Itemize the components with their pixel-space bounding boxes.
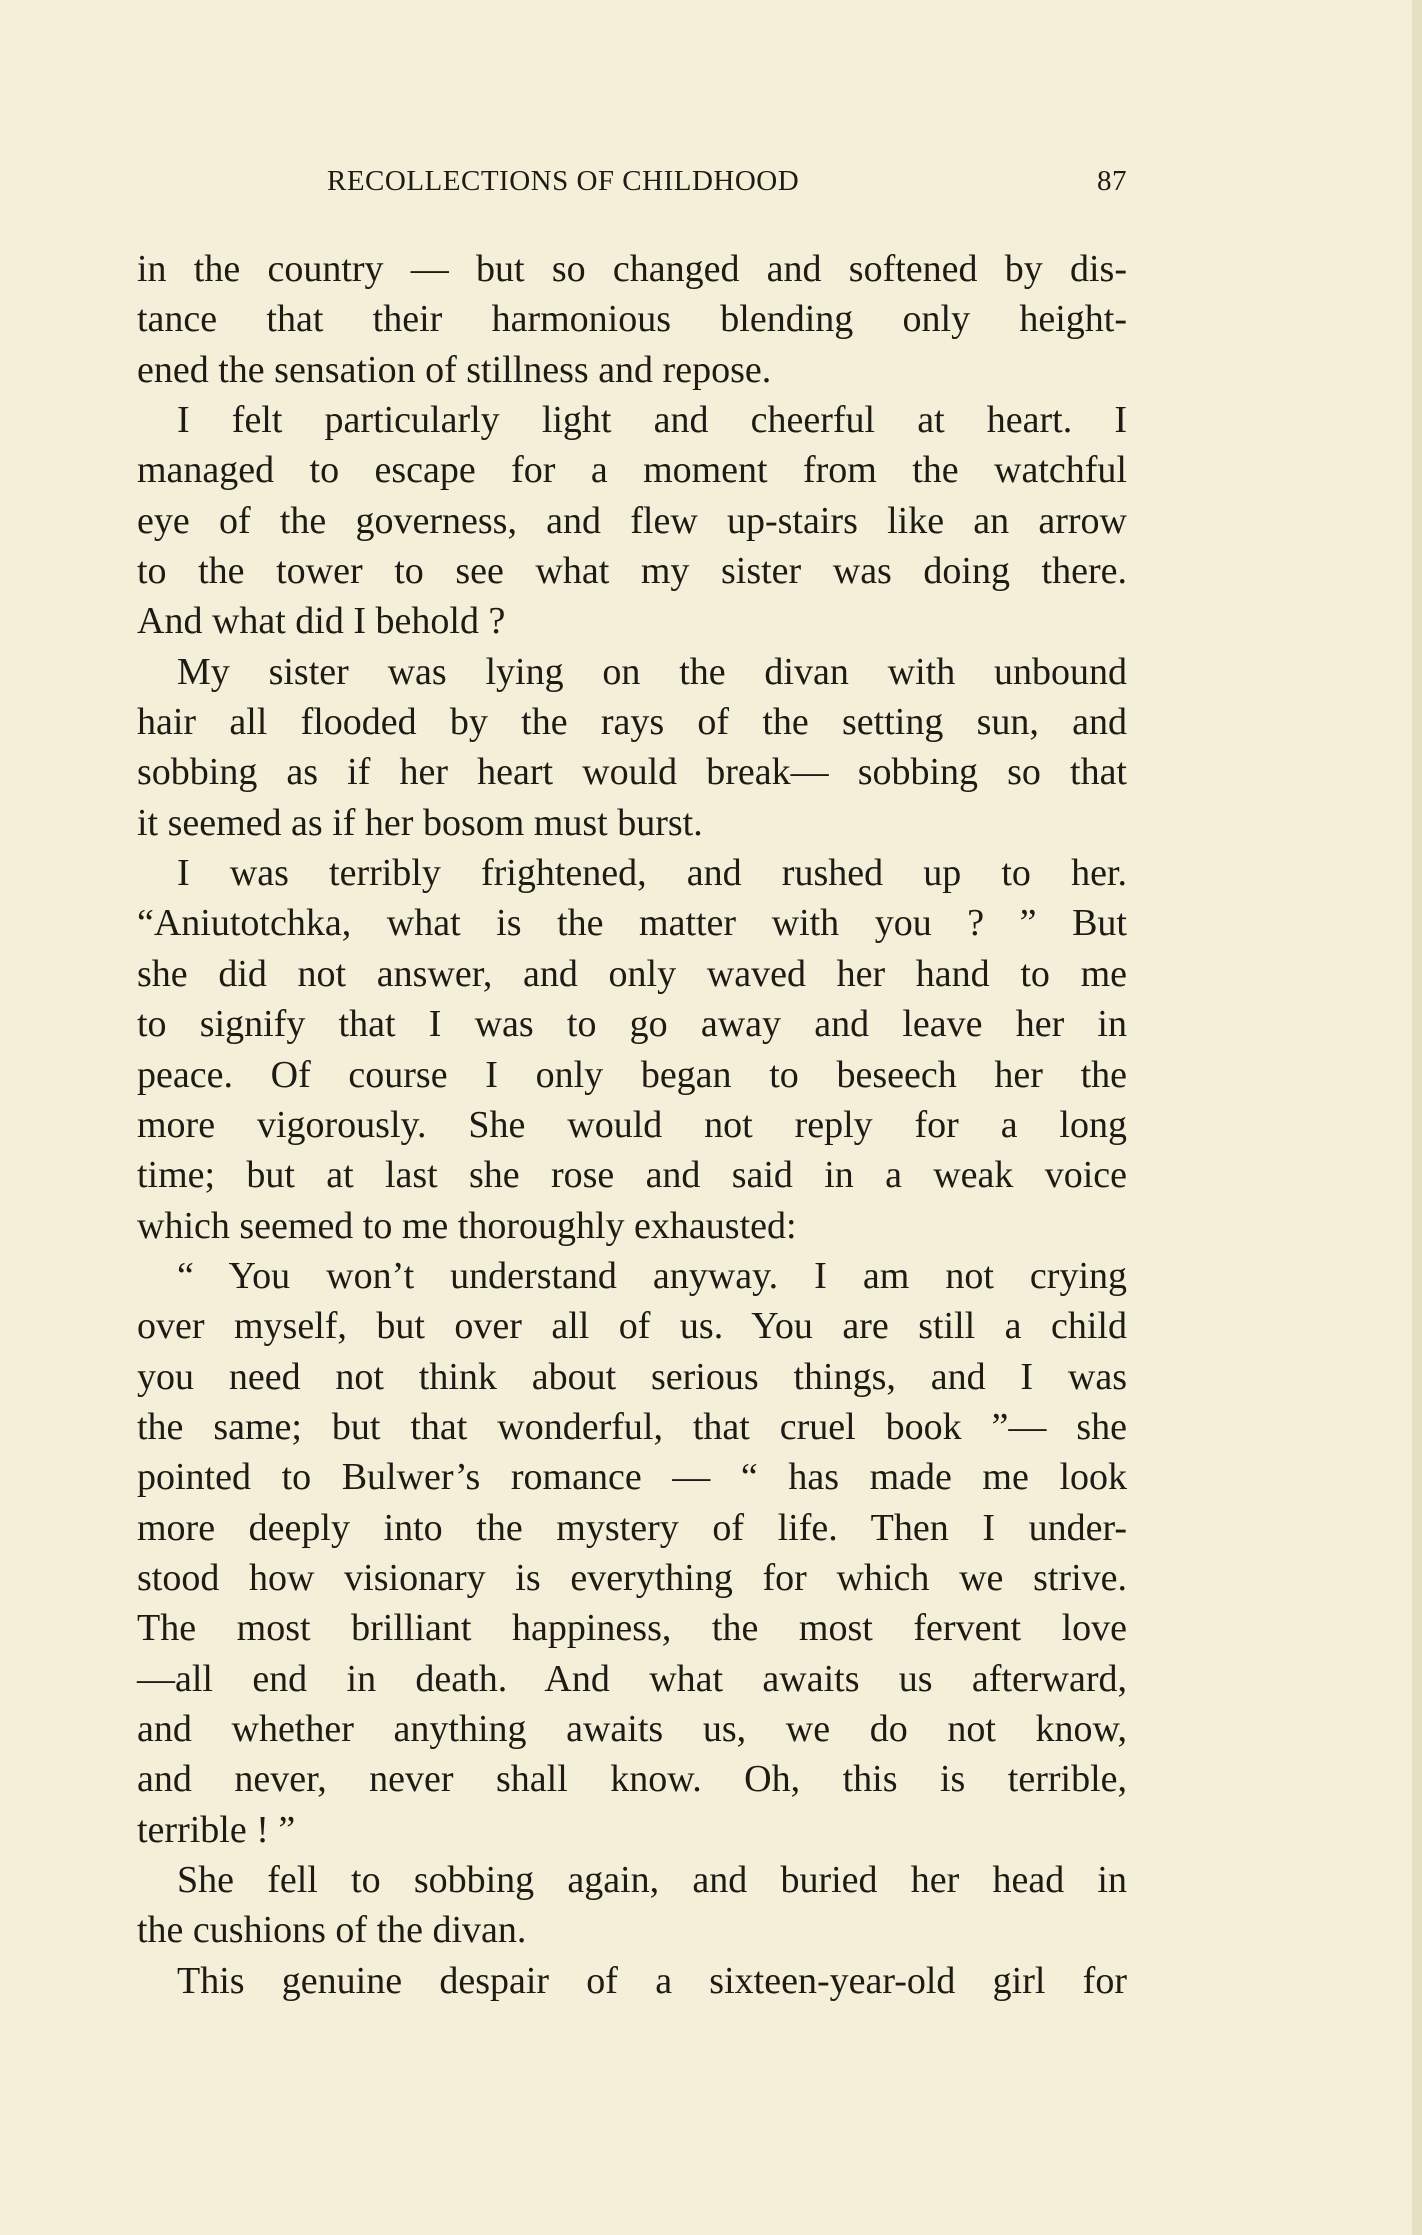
text-line: you need not think about serious things, and I was <box>137 1355 1127 1398</box>
text-line: The most brilliant happiness, the most fervent love <box>137 1607 1127 1650</box>
page-header <box>327 165 1127 205</box>
text-line: eye of the governess, and flew up-stairs like an arrow <box>137 499 1127 542</box>
text-line: And what did I behold ? <box>137 600 506 643</box>
text-line: stood how visionary is everything for which we strive. <box>137 1556 1127 1599</box>
text-line: and whether anything awaits us, we do not know, <box>137 1707 1127 1750</box>
text-line: hair all flooded by the rays of the setting sun, and <box>137 701 1127 744</box>
text-line: “Aniutotchka, what is the matter with you ? ” But <box>137 902 1127 945</box>
text-line: “ You won’t understand anyway. I am not crying <box>177 1254 1127 1297</box>
text-line: the same; but that wonderful, that cruel book ”— she <box>137 1405 1127 1448</box>
text-line: which seemed to me thoroughly exhausted: <box>137 1204 797 1247</box>
text-line: terrible ! ” <box>137 1808 296 1851</box>
text-line: My sister was lying on the divan with unbound <box>177 650 1127 693</box>
text-line: She fell to sobbing again, and buried her head in <box>177 1859 1127 1901</box>
text-line: ened the sensation of stillness and repose. <box>137 348 772 391</box>
text-line: I felt particularly light and cheerful at heart. I <box>177 399 1127 442</box>
text-line: sobbing as if her heart would break— sobbing so that <box>137 751 1127 794</box>
text-line: it seemed as if her bosom must burst. <box>137 801 703 844</box>
text-line: peace. Of course I only began to beseech her the <box>137 1053 1127 1096</box>
text-line: pointed to Bulwer’s romance — “ has made me look <box>137 1456 1127 1499</box>
text-line: to signify that I was to go away and leave her in <box>137 1003 1127 1046</box>
running-head: RECOLLECTIONS OF CHILDHOOD <box>327 165 800 197</box>
text-line: in the country — but so changed and softened by dis- <box>137 248 1127 290</box>
text-line: more vigorously. She would not reply for a long <box>137 1103 1127 1146</box>
text-line: —all end in death. And what awaits us afterward, <box>137 1657 1127 1700</box>
page-edge-shadow <box>1412 0 1422 2235</box>
text-line: I was terribly frightened, and rushed up to her. <box>177 852 1127 895</box>
text-line: managed to escape for a moment from the watchful <box>137 449 1127 492</box>
text-line: over myself, but over all of us. You are still a child <box>137 1305 1127 1348</box>
text-line: and never, never shall know. Oh, this is terrible, <box>137 1758 1127 1801</box>
text-line: she did not answer, and only waved her hand to me <box>137 952 1127 995</box>
page-number: 87 <box>1097 165 1127 197</box>
text-line: time; but at last she rose and said in a weak voice <box>137 1154 1127 1197</box>
text-line: to the tower to see what my sister was doing there. <box>137 550 1127 593</box>
text-line: more deeply into the mystery of life. Then I under- <box>137 1506 1127 1549</box>
text-line: tance that their harmonious blending only height- <box>137 298 1127 341</box>
body-text <box>137 244 1127 2006</box>
text-line: the cushions of the divan. <box>137 1909 527 1952</box>
text-line: This genuine despair of a sixteen-year-old girl for <box>177 1959 1127 2002</box>
